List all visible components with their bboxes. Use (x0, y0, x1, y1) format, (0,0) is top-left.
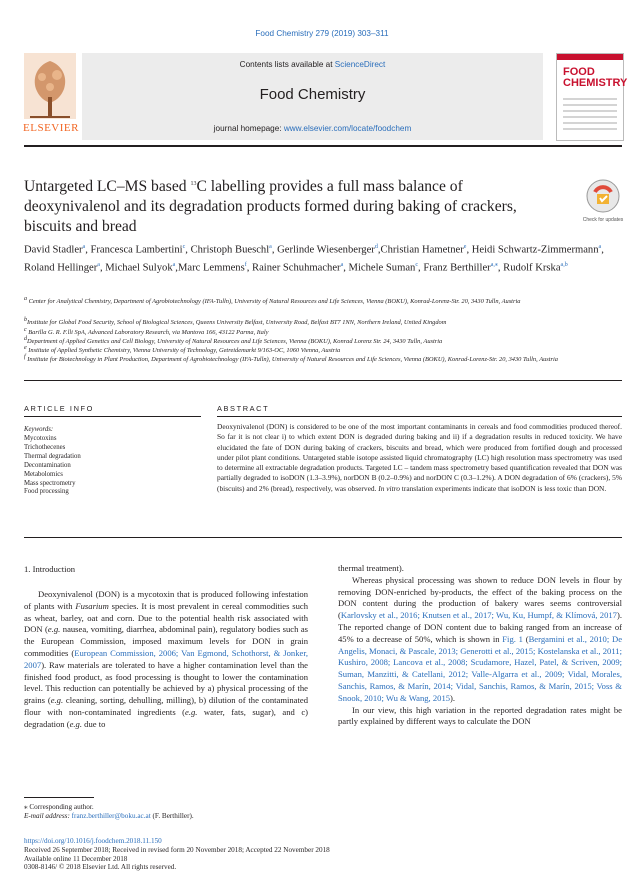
author-name[interactable]: Christoph Bueschl (190, 244, 270, 256)
keyword-item: Metabolomics (24, 470, 63, 478)
author-affiliation-marker[interactable]: c (182, 244, 186, 250)
email-label: E-mail address: (24, 812, 70, 821)
author-affiliation-marker[interactable]: e (463, 244, 467, 250)
author-affiliation-marker[interactable]: a (97, 261, 100, 268)
sciencedirect-link[interactable]: ScienceDirect (334, 60, 386, 69)
cover-title-line2: CHEMISTRY (563, 77, 628, 89)
keyword-item: Mass spectrometry (24, 479, 76, 487)
author-name[interactable]: Gerlinde Wiesenberger (277, 244, 375, 256)
abstract-rule (217, 416, 622, 417)
received-dates: Received 26 September 2018; Received in revised form 20 November 2018; Accepted 22 November 2018 (24, 845, 330, 854)
keyword-item: Food processing (24, 488, 69, 496)
affiliation-e: $^e$ Institute of Applied Synthetic Chemistry, Vienna University of Technology, Getreidemarkt 9/163-OC, 1060 Vienna, Austria (24, 345, 341, 355)
author-affiliation-marker[interactable]: a,b (560, 261, 568, 268)
introduction-heading: 1. Introduction (24, 564, 76, 574)
author-name[interactable]: Marc Lemmens (177, 262, 245, 274)
cover-title (563, 67, 627, 89)
publication-info (24, 837, 624, 872)
abstract-bottom-rule (24, 537, 622, 538)
affiliation-c: $^c$ Barilla G. R. F.lli SpA, Advanced Laboratory Research, via Mantova 166, 43122 Parma, Italy (24, 327, 269, 337)
corresponding-author-note: ⁎ Corresponding author. (24, 803, 94, 811)
author-name[interactable]: Francesca Lambertini (90, 244, 183, 256)
author-name[interactable]: Rudolf Krska (503, 262, 561, 274)
intro-col2-continuation: thermal treatment). (338, 563, 404, 573)
author-name[interactable]: Heidi Schwartz-Zimmermann (471, 244, 599, 256)
author-affiliation-marker[interactable]: a (340, 261, 344, 268)
section-rule (24, 380, 622, 381)
affiliation-a: $^a$ Center for Analytical Chemistry, Department of Agrobiotechnology (IFA-Tulln), University of Natural Resources and Life Sciences, Vienna (BOKU), Konrad-Lorenz-Str. 20, 3430 Tulln, Austria (24, 296, 521, 306)
email-link[interactable]: franz.berthiller@boku.ac.at (71, 812, 151, 821)
footnote (24, 803, 324, 822)
intro-col2-paragraph-3: In our view, this high variation in the reported degradation rates might be partly explained by different ways to calculate the DON (338, 704, 622, 727)
affiliation-f: $^f$ Institute for Biotechnology in Plant Production, Department of Agrobiotechnology (IFA-Tulln), University of Natural Resources and Life Sciences, Vienna (BOKU), Konrad-Lorenz-Str. 20, 3430 Tulln, Austria (24, 354, 559, 364)
homepage-prefix: journal homepage: (213, 124, 282, 133)
author-affiliation-marker[interactable]: a,⁎ (490, 261, 498, 268)
elsevier-wordmark: ELSEVIER (23, 122, 79, 134)
author-affiliation-marker[interactable]: d (374, 244, 378, 250)
author-name[interactable]: David Stadler (24, 244, 83, 256)
article-info-heading: ARTICLE INFO (24, 404, 94, 413)
cover-top-bar (557, 54, 623, 60)
journal-homepage (82, 124, 543, 133)
journal-name: Food Chemistry (259, 86, 366, 103)
keyword-item: Mycotoxins (24, 435, 57, 442)
author-affiliation-marker[interactable]: a (598, 244, 602, 250)
keywords-label: Keywords: (24, 426, 54, 433)
author-name[interactable]: Michele Suman (348, 262, 416, 274)
affiliation-d: $^d$Department of Applied Genetics and Cell Biology, University of Natural Resources and Life Sciences, Vienna (BOKU), Konrad Lorenz Str. 24, 3430 Tulln, Austria (24, 336, 443, 346)
check-for-updates-icon[interactable] (585, 178, 621, 214)
author-name[interactable]: Christian Hametner (380, 244, 464, 256)
author-affiliation-marker[interactable]: f (244, 261, 247, 268)
intro-col2-paragraph-2: Whereas physical processing was shown to reduce DON levels in flour by removing DON-enriched by-products, the effect of the baking process on the DON content during the production of bakery wares seems controversial (Karlovsky et al., 2016; Knutsen et al., 2017; Wu, Ku, Humpf, & Klímová, 2017). The reported change of DON content due to baking ranged from an increase of 45% to a decrease of 50%, which is shown in Fig. 1 (Bergamini et al., 2010; De Angelis, Monaci, & Pascale, 2013; Generotti et al., 2015; Kostelanska et al., 2011; Kushiro, 2008; Lancova et al., 2008; Scudamore, Hazel, Patel, & Scriven, 2009; Suman, Manzitti, & Catellani, 2012; Valle-Algarra et al., 2009; Vidal, Morales, Sanchis, Ramos, & Marín, 2014; Vidal, Sanchis, Ramos, & Marín, 2015; Voss & Snook, 2010; Wu & Wang, 2015). (338, 574, 623, 703)
journal-cover-thumbnail[interactable] (556, 53, 628, 141)
email-suffix: (F. Berthiller). (150, 812, 194, 821)
keywords-list (24, 435, 201, 497)
keyword-item: Decontamination (24, 461, 71, 469)
keyword-item: Thermal degradation (24, 452, 81, 460)
article-info-rule (24, 416, 201, 417)
author-affiliation-marker[interactable]: a (82, 244, 86, 250)
affiliation-b: $^b$Institute for Global Food Security, School of Biological Sciences, Queens University Belfast, University Road, Belfast BT7 1NN, Northern Ireland, United Kingdom (24, 317, 447, 327)
homepage-link[interactable]: www.elsevier.com/locate/foodchem (283, 124, 412, 133)
keyword-item: Trichothecenes (24, 443, 66, 451)
author-name[interactable]: Michael Sulyok (105, 262, 173, 274)
author-list: David Stadler$^a$, Francesca Lambertini$^c$, Christoph Bueschl$^a$, Gerlinde Wiesenberger$^d$,Christian Hametner$^e$, Heidi Schwartz-Zimmermann$^a$, Roland Hellinger$^a$, Michael Sulyok$^a$,Marc Lemmens$^f$, Rainer Schuhmacher$^a$, Michele Suman$^c$, Franz Berthiller$^{a,⁎}$, Rudolf Krska$^{a,b}$ (24, 244, 604, 274)
available-online: Available online 11 December 2018 (24, 854, 128, 863)
author-name[interactable]: Franz Berthiller (423, 262, 491, 274)
author-affiliation-marker[interactable]: a (269, 244, 272, 250)
author-affiliation-marker[interactable]: a (172, 261, 176, 268)
email-line (24, 812, 324, 821)
author-name[interactable]: Roland Hellinger (24, 262, 98, 274)
cover-placeholder-lines (563, 98, 617, 134)
header-rule (24, 145, 622, 147)
check-for-updates-label[interactable]: Check for updates (582, 217, 624, 223)
doi-link[interactable]: https://doi.org/10.1016/j.foodchem.2018.11.150 (24, 837, 162, 845)
article-title: Untargeted LC–MS based $^{13}$C labelling provides a full mass balance of deoxynivalenol and its degradation products formed during baking of crackers, biscuits and bread (24, 178, 517, 236)
intro-column-2 (338, 563, 622, 728)
contents-line (82, 60, 543, 69)
journal-citation[interactable]: Food Chemistry 279 (2019) 303–311 (255, 29, 389, 38)
author-affiliation-marker[interactable]: c (415, 261, 419, 268)
contents-prefix: Contents lists available at (239, 60, 333, 69)
author-name[interactable]: Rainer Schuhmacher (252, 262, 341, 274)
copyright: 0308-8146/ © 2018 Elsevier Ltd. All rights reserved. (24, 863, 177, 872)
abstract-text: Deoxynivalenol (DON) is considered to be one of the most important contaminants in cereals and food commodities produced thereof. So far it is not clear i) to which extent DON is degraded during baking and ii) if a degradation results in reduced toxicity. We have elucidated the fate of DON during baking of crackers, biscuits and bread, which were produced from fortified dough and processed under pilot plant conditions. Untargeted stable isotope assisted liquid chromatography (LC) high resolution mass spectrometry was used to determine all extractable degradation products. Targeted LC – tandem mass spectrometry based quantification revealed that DON was partially degraded to isoDON (1.3–3.9%), norDON B (0.2–0.9%) and norDON C (0.3–1.2%). A DON degradation of 6% (crackers), 5% (biscuits) and 2% (bread), respectively, was observed. In vitro translation experiments indicate that isoDON is less toxic than DON. (217, 422, 622, 493)
abstract-heading: ABSTRACT (217, 404, 270, 413)
cover-title-line1: FOOD (563, 66, 595, 78)
intro-column-1: Deoxynivalenol (DON) is a mycotoxin that is produced following infestation of plants with Fusarium species. It is most prevalent in cereal commodities such as wheat, barley, oat and corn. Due to the potential health risk associated with DON (e.g. nausea, vomiting, diarrhea, abdominal pain), regulatory bodies such as the European Commission, imposed maximum levels for DON in grain commodities (European Commission, 2006; Van Egmond, Schothorst, & Jonker, 2007). Raw materials are tolerated to have a higher contamination level than the finished food product, as food processing is thought to lower the contamination level. This reduction can potentially be achieved by a) physical processing of the grains (e.g. cleaning, sorting, dehulling, milling), b) dilution of the contaminated flour with non-contaminated ingredients (e.g. water, fats, sugar), and c) degradation (e.g. due to (24, 589, 309, 729)
footnote-rule (24, 797, 94, 798)
